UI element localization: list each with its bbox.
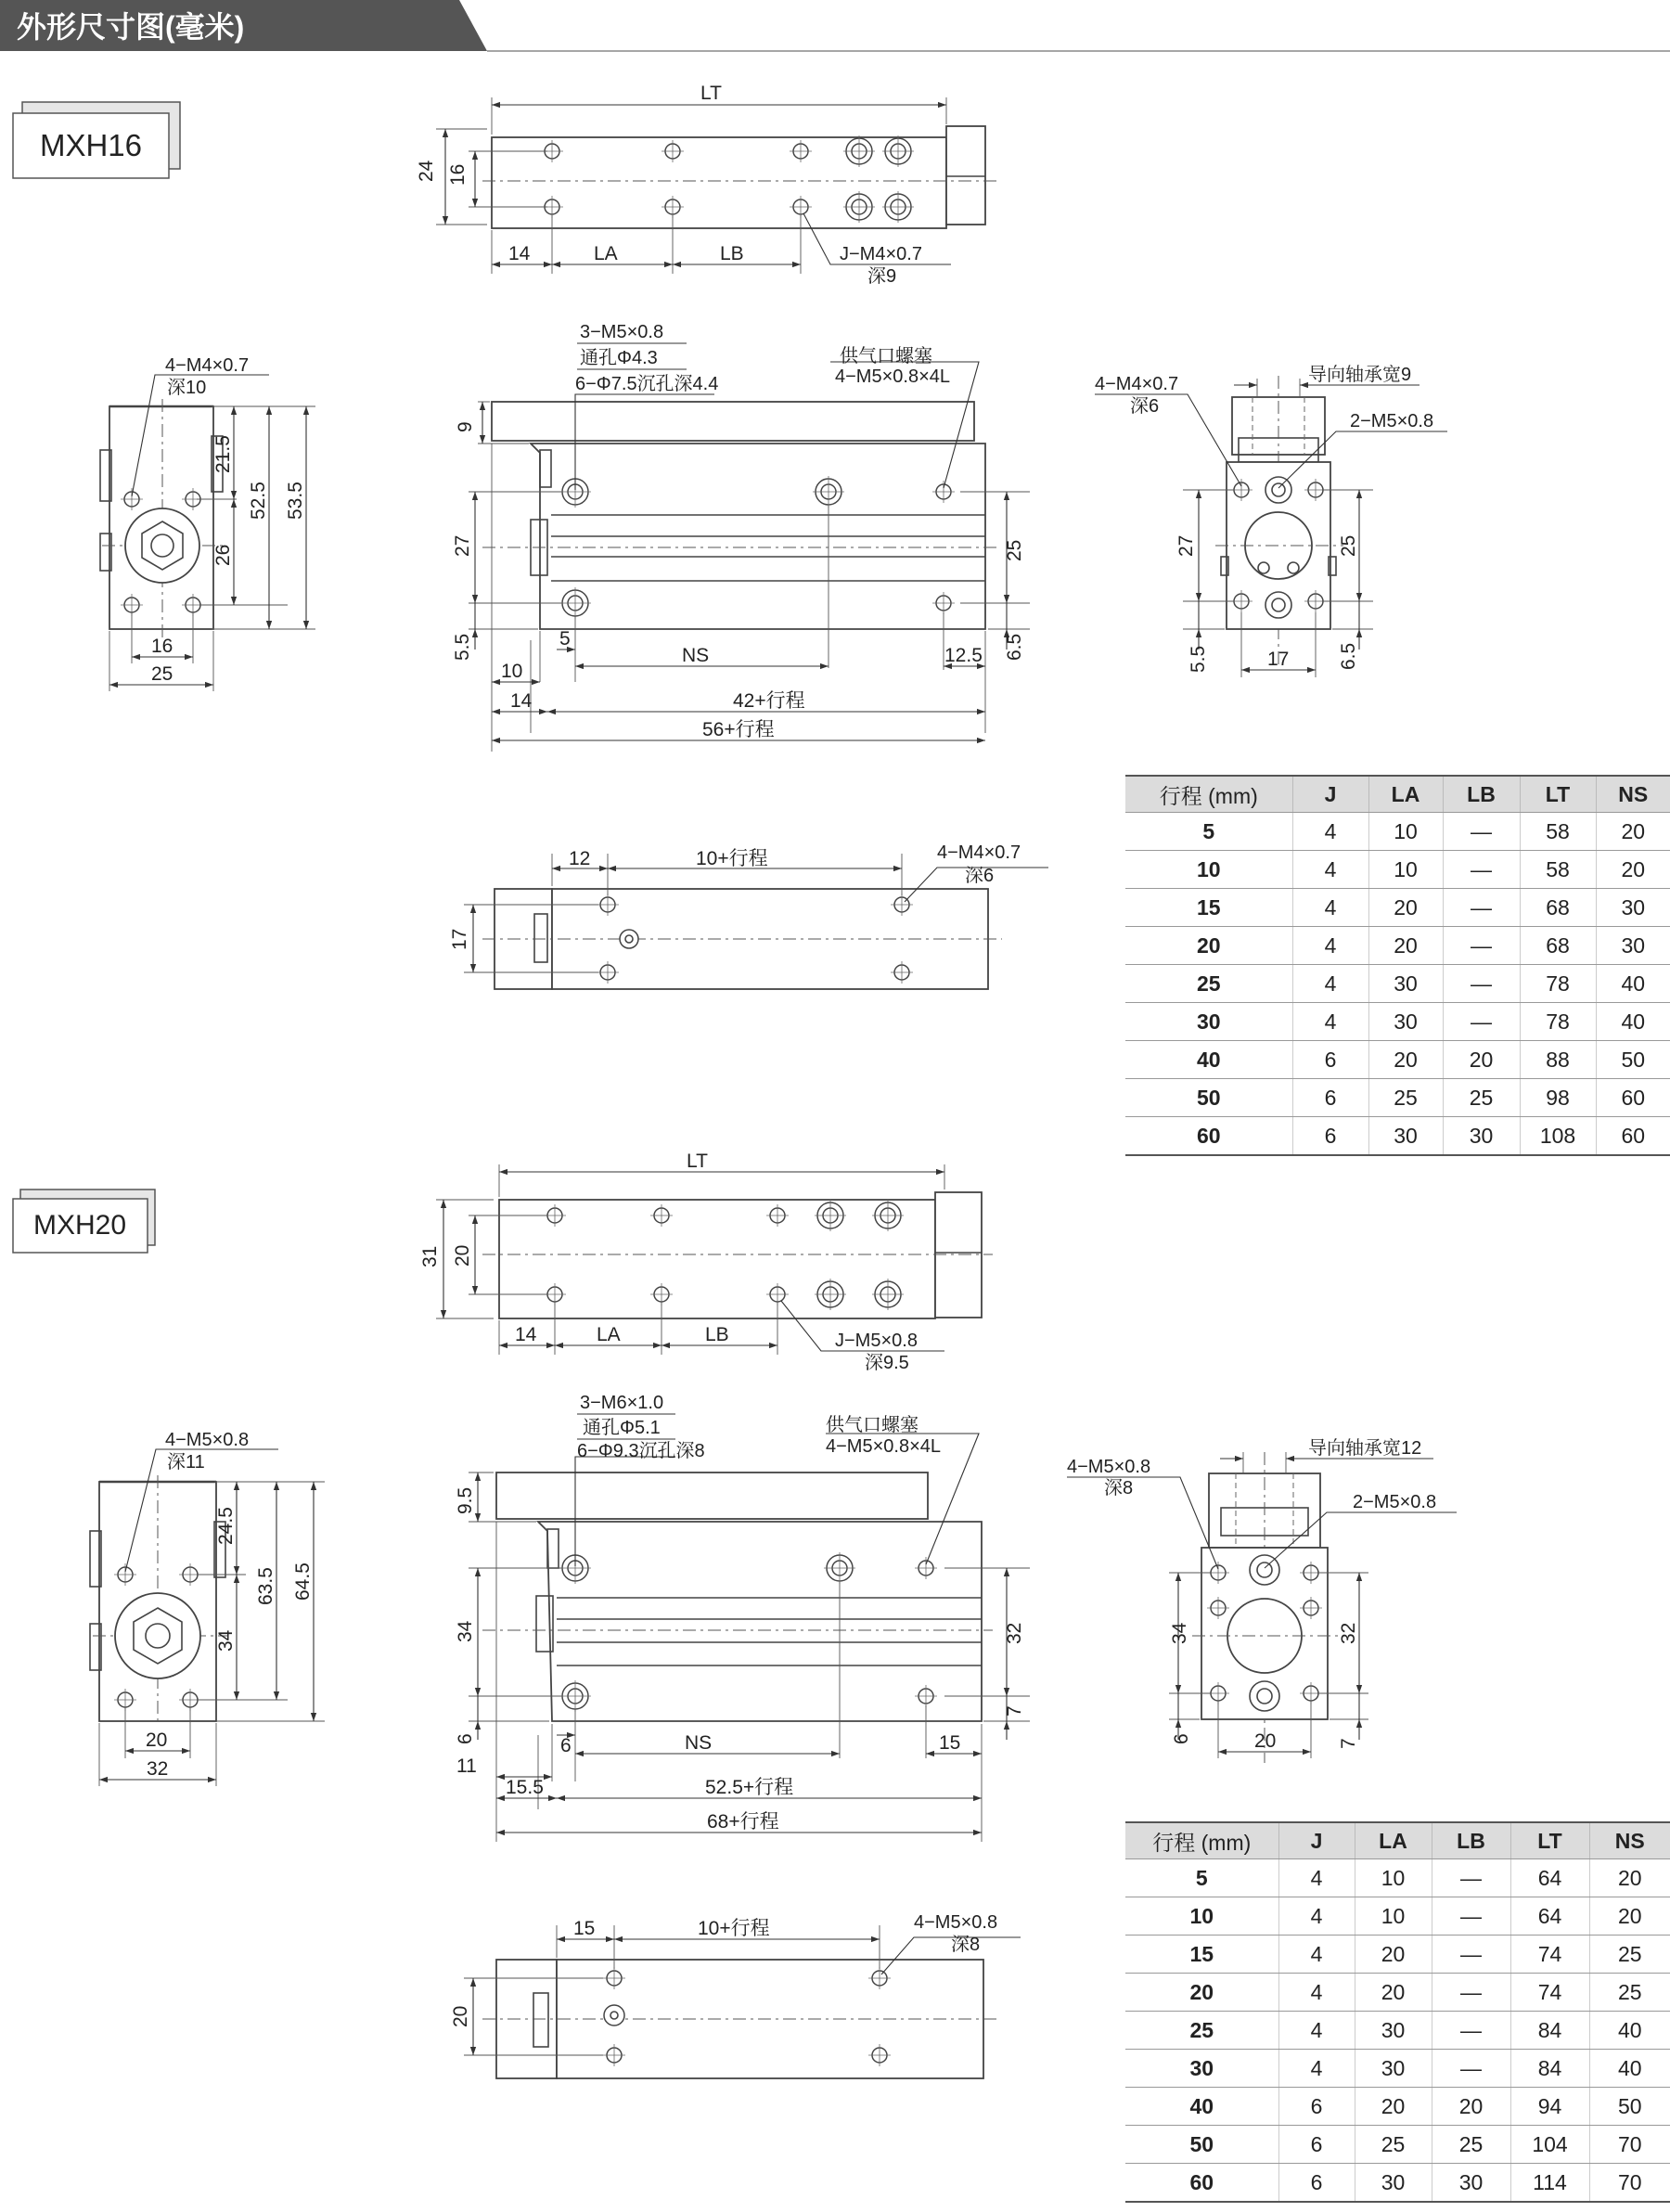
dim-27: 27 bbox=[1175, 534, 1197, 557]
mxh16-end-view bbox=[100, 355, 315, 691]
section-header bbox=[0, 0, 1670, 51]
cell-stroke: 20 bbox=[1125, 1974, 1278, 2012]
dim-42-stroke: 42+行程 bbox=[733, 690, 805, 712]
cell-lt: 74 bbox=[1510, 1974, 1589, 2012]
cell-stroke: 10 bbox=[1125, 851, 1292, 889]
table-row bbox=[1125, 2050, 1670, 2088]
cell-lb: — bbox=[1443, 1003, 1520, 1041]
dim-17: 17 bbox=[1267, 649, 1290, 670]
cell-j: 6 bbox=[1278, 2126, 1355, 2164]
cell-lt: 78 bbox=[1520, 1003, 1596, 1041]
dim-10-stroke: 10+行程 bbox=[696, 848, 768, 869]
dim-32: 32 bbox=[1004, 1622, 1025, 1644]
callout-port-thread: 4−M5×0.8×4L bbox=[826, 1436, 941, 1457]
callout-port-thread: 2−M5×0.8 bbox=[1350, 411, 1434, 431]
cell-la: 20 bbox=[1355, 2088, 1432, 2126]
cell-lb: — bbox=[1432, 1897, 1510, 1936]
cell-j: 4 bbox=[1292, 927, 1368, 965]
header-stroke: 行程 (mm) bbox=[1125, 1822, 1278, 1859]
dim-6: 6 bbox=[455, 1733, 476, 1744]
callout-guide-bearing: 导向轴承宽12 bbox=[1308, 1438, 1422, 1459]
dim-52-5-stroke: 52.5+行程 bbox=[705, 1777, 794, 1798]
cell-j: 4 bbox=[1278, 1936, 1355, 1974]
cell-stroke: 60 bbox=[1125, 1117, 1292, 1156]
cell-ns: 25 bbox=[1589, 1936, 1670, 1974]
dim-14: 14 bbox=[515, 1324, 537, 1345]
cell-lt: 88 bbox=[1520, 1041, 1596, 1079]
dim-11: 11 bbox=[456, 1755, 477, 1777]
callout-thread: 4−M5×0.8 bbox=[1067, 1457, 1151, 1477]
table-row bbox=[1125, 851, 1670, 889]
dim-20: 20 bbox=[450, 2005, 471, 2027]
cell-lt: 58 bbox=[1520, 851, 1596, 889]
callout-thread: 3−M5×0.8 bbox=[580, 322, 664, 342]
table-row bbox=[1125, 1974, 1670, 2012]
cell-ns: 50 bbox=[1596, 1041, 1670, 1079]
header-lt: LT bbox=[1520, 776, 1596, 813]
callout-through: 通孔Φ4.3 bbox=[580, 348, 658, 368]
dim-7: 7 bbox=[1338, 1738, 1359, 1749]
cell-lt: 58 bbox=[1520, 813, 1596, 851]
cell-j: 4 bbox=[1278, 2050, 1355, 2088]
cell-lt: 114 bbox=[1510, 2164, 1589, 2203]
cell-lb: — bbox=[1432, 2050, 1510, 2088]
dim-9: 9 bbox=[455, 421, 476, 432]
header-lt: LT bbox=[1510, 1822, 1589, 1859]
table-header-row bbox=[1125, 1822, 1670, 1859]
callout-thread: 4−M4×0.7 bbox=[165, 355, 250, 376]
cell-lt: 94 bbox=[1510, 2088, 1589, 2126]
page-title: 外形尺寸图(毫米) bbox=[17, 10, 245, 44]
cell-lb: — bbox=[1443, 927, 1520, 965]
cell-stroke: 40 bbox=[1125, 1041, 1292, 1079]
cell-ns: 40 bbox=[1596, 1003, 1670, 1041]
cell-stroke: 10 bbox=[1125, 1897, 1278, 1936]
cell-j: 4 bbox=[1278, 1859, 1355, 1897]
cell-ns: 70 bbox=[1589, 2126, 1670, 2164]
table-row bbox=[1125, 2088, 1670, 2126]
cell-la: 30 bbox=[1355, 2012, 1432, 2050]
dim-5: 5 bbox=[559, 628, 571, 649]
mxh20-right-view bbox=[1067, 1437, 1457, 1763]
cell-ns: 30 bbox=[1596, 927, 1670, 965]
cell-stroke: 25 bbox=[1125, 965, 1292, 1003]
dim-53-5: 53.5 bbox=[285, 482, 306, 520]
callout-thread: 4−M4×0.7 bbox=[937, 842, 1021, 863]
table-row bbox=[1125, 889, 1670, 927]
cell-la: 10 bbox=[1368, 851, 1443, 889]
table-row bbox=[1125, 1117, 1670, 1156]
table-row bbox=[1125, 1079, 1670, 1117]
cell-lt: 84 bbox=[1510, 2050, 1589, 2088]
cell-ns: 20 bbox=[1589, 1859, 1670, 1897]
header-lb: LB bbox=[1443, 776, 1520, 813]
dim-7: 7 bbox=[1004, 1705, 1025, 1717]
cell-lt: 98 bbox=[1520, 1079, 1596, 1117]
cell-la: 20 bbox=[1355, 1974, 1432, 2012]
table-row bbox=[1125, 965, 1670, 1003]
header-stroke: 行程 (mm) bbox=[1125, 776, 1292, 813]
callout-counterbore: 6−Φ9.3沉孔深8 bbox=[577, 1441, 705, 1461]
cell-la: 25 bbox=[1368, 1079, 1443, 1117]
dim-17: 17 bbox=[449, 928, 470, 950]
cell-lb: 25 bbox=[1432, 2126, 1510, 2164]
cell-j: 4 bbox=[1292, 813, 1368, 851]
dim-34: 34 bbox=[455, 1620, 476, 1642]
cell-lt: 74 bbox=[1510, 1936, 1589, 1974]
cell-la: 30 bbox=[1368, 1003, 1443, 1041]
cell-ns: 60 bbox=[1596, 1117, 1670, 1156]
cell-stroke: 25 bbox=[1125, 2012, 1278, 2050]
cell-la: 30 bbox=[1355, 2164, 1432, 2203]
cell-lb: — bbox=[1443, 851, 1520, 889]
cell-j: 4 bbox=[1292, 889, 1368, 927]
header-lb: LB bbox=[1432, 1822, 1510, 1859]
dim-20: 20 bbox=[1254, 1730, 1277, 1752]
dim-15-5: 15.5 bbox=[506, 1777, 544, 1798]
mxh20-bottom-view bbox=[450, 1912, 1021, 2078]
cell-j: 4 bbox=[1292, 1003, 1368, 1041]
cell-la: 25 bbox=[1355, 2126, 1432, 2164]
dim-9-5: 9.5 bbox=[455, 1486, 476, 1514]
cell-stroke: 40 bbox=[1125, 2088, 1278, 2126]
cell-ns: 30 bbox=[1596, 889, 1670, 927]
cell-ns: 40 bbox=[1589, 2012, 1670, 2050]
model-name: MXH16 bbox=[39, 128, 143, 162]
cell-j: 4 bbox=[1278, 1974, 1355, 2012]
cell-lt: 68 bbox=[1520, 889, 1596, 927]
dim-32: 32 bbox=[1338, 1622, 1359, 1644]
cell-lb: — bbox=[1443, 813, 1520, 851]
callout-through: 通孔Φ5.1 bbox=[583, 1418, 661, 1438]
mxh16-side-view bbox=[452, 322, 1030, 752]
callout-depth: 深8 bbox=[951, 1935, 981, 1955]
cell-lt: 104 bbox=[1510, 2126, 1589, 2164]
cell-j: 6 bbox=[1278, 2164, 1355, 2203]
cell-la: 20 bbox=[1368, 1041, 1443, 1079]
header-ns: NS bbox=[1596, 776, 1670, 813]
dim-6-5: 6.5 bbox=[1004, 633, 1025, 661]
cell-lt: 108 bbox=[1520, 1117, 1596, 1156]
cell-ns: 20 bbox=[1596, 813, 1670, 851]
table-row bbox=[1125, 2164, 1670, 2203]
table-row bbox=[1125, 1003, 1670, 1041]
dim-24: 24 bbox=[416, 160, 437, 182]
model-name: MXH20 bbox=[32, 1210, 127, 1241]
cell-stroke: 30 bbox=[1125, 1003, 1292, 1041]
dim-52-5: 52.5 bbox=[248, 482, 269, 520]
dim-6-5: 6.5 bbox=[1338, 642, 1359, 670]
callout-depth: 深8 bbox=[1104, 1478, 1134, 1498]
dim-21-5: 21.5 bbox=[212, 435, 234, 473]
dim-34: 34 bbox=[215, 1629, 237, 1652]
header-la: LA bbox=[1355, 1822, 1432, 1859]
callout-thread: 3−M6×1.0 bbox=[580, 1393, 664, 1413]
cell-ns: 40 bbox=[1596, 965, 1670, 1003]
header-la: LA bbox=[1368, 776, 1443, 813]
cell-lb: 20 bbox=[1443, 1041, 1520, 1079]
cell-la: 10 bbox=[1368, 813, 1443, 851]
cell-j: 6 bbox=[1292, 1117, 1368, 1156]
cell-j: 4 bbox=[1278, 2012, 1355, 2050]
dim-la: LA bbox=[594, 243, 618, 264]
mxh16-spec-table bbox=[1125, 775, 1670, 1156]
dim-ns: NS bbox=[685, 1732, 713, 1754]
dim-32: 32 bbox=[147, 1758, 169, 1780]
callout-port-thread: 2−M5×0.8 bbox=[1353, 1492, 1437, 1512]
dim-31: 31 bbox=[419, 1245, 441, 1267]
dim-lb: LB bbox=[720, 243, 744, 264]
mxh20-spec-table bbox=[1125, 1821, 1670, 2203]
mxh20-side-view bbox=[455, 1393, 1030, 1842]
cell-la: 10 bbox=[1355, 1897, 1432, 1936]
dim-la: LA bbox=[597, 1324, 621, 1345]
dim-12: 12 bbox=[569, 848, 591, 869]
cell-lb: 25 bbox=[1443, 1079, 1520, 1117]
callout-port: 供气口螺塞 bbox=[826, 1415, 918, 1435]
cell-la: 20 bbox=[1368, 889, 1443, 927]
mxh16-right-view bbox=[1095, 364, 1447, 677]
cell-ns: 20 bbox=[1596, 851, 1670, 889]
cell-la: 20 bbox=[1355, 1936, 1432, 1974]
dim-10: 10 bbox=[501, 661, 523, 682]
cell-lt: 68 bbox=[1520, 927, 1596, 965]
cell-lb: — bbox=[1443, 965, 1520, 1003]
cell-stroke: 50 bbox=[1125, 1079, 1292, 1117]
cell-la: 20 bbox=[1368, 927, 1443, 965]
callout-depth: 深6 bbox=[1130, 396, 1160, 417]
table-row bbox=[1125, 927, 1670, 965]
cell-j: 6 bbox=[1292, 1041, 1368, 1079]
cell-lb: — bbox=[1432, 1936, 1510, 1974]
cell-lt: 64 bbox=[1510, 1897, 1589, 1936]
dim-15: 15 bbox=[573, 1918, 596, 1939]
header-j: J bbox=[1292, 776, 1368, 813]
callout-depth: 深6 bbox=[965, 866, 995, 886]
callout-guide-bearing: 导向轴承宽9 bbox=[1308, 365, 1412, 385]
cell-j: 4 bbox=[1292, 851, 1368, 889]
dim-14: 14 bbox=[508, 243, 531, 264]
model-label-mxh20 bbox=[13, 1190, 155, 1253]
cell-ns: 70 bbox=[1589, 2164, 1670, 2203]
table-row bbox=[1125, 1041, 1670, 1079]
cell-stroke: 5 bbox=[1125, 1859, 1278, 1897]
cell-lb: — bbox=[1432, 1859, 1510, 1897]
cell-j: 6 bbox=[1292, 1079, 1368, 1117]
cell-stroke: 60 bbox=[1125, 2164, 1278, 2203]
model-label-mxh16 bbox=[13, 102, 180, 178]
callout-thread: 4−M4×0.7 bbox=[1095, 374, 1179, 394]
callout-depth: 深10 bbox=[167, 378, 207, 398]
header-ns: NS bbox=[1589, 1822, 1670, 1859]
cell-lb: — bbox=[1432, 2012, 1510, 2050]
cell-ns: 25 bbox=[1589, 1974, 1670, 2012]
cell-ns: 60 bbox=[1596, 1079, 1670, 1117]
dim-26: 26 bbox=[212, 544, 234, 566]
dim-16: 16 bbox=[447, 163, 469, 186]
cell-lt: 78 bbox=[1520, 965, 1596, 1003]
callout-port-thread: 4−M5×0.8×4L bbox=[835, 367, 950, 387]
dim-lt: LT bbox=[687, 1151, 708, 1172]
callout-thread: J−M4×0.7 bbox=[840, 244, 922, 264]
dim-25: 25 bbox=[1338, 534, 1359, 557]
dim-ns: NS bbox=[682, 645, 710, 666]
dim-6: 6 bbox=[1171, 1733, 1192, 1744]
cell-lb: 30 bbox=[1432, 2164, 1510, 2203]
cell-stroke: 5 bbox=[1125, 813, 1292, 851]
dim-6b: 6 bbox=[560, 1735, 572, 1756]
dim-56-stroke: 56+行程 bbox=[702, 719, 775, 740]
cell-lb: 20 bbox=[1432, 2088, 1510, 2126]
callout-thread: 4−M5×0.8 bbox=[165, 1430, 250, 1450]
cell-ns: 20 bbox=[1589, 1897, 1670, 1936]
cell-lb: — bbox=[1432, 1974, 1510, 2012]
callout-depth: 深9.5 bbox=[865, 1353, 909, 1373]
callout-thread: 4−M5×0.8 bbox=[914, 1912, 998, 1933]
dim-25: 25 bbox=[151, 663, 173, 685]
table-row bbox=[1125, 1936, 1670, 1974]
dim-15: 15 bbox=[939, 1732, 961, 1754]
cell-lb: — bbox=[1443, 889, 1520, 927]
cell-la: 30 bbox=[1368, 1117, 1443, 1156]
dim-63-5: 63.5 bbox=[255, 1567, 276, 1605]
dim-16: 16 bbox=[151, 636, 173, 657]
dim-lt: LT bbox=[700, 83, 722, 104]
dim-24-5: 24.5 bbox=[215, 1507, 237, 1545]
cell-j: 6 bbox=[1278, 2088, 1355, 2126]
dim-34: 34 bbox=[1169, 1622, 1190, 1644]
dim-10-stroke: 10+行程 bbox=[698, 1918, 770, 1939]
table-header-row bbox=[1125, 776, 1670, 813]
dim-12-5: 12.5 bbox=[944, 645, 983, 666]
callout-depth: 深11 bbox=[167, 1452, 205, 1473]
cell-lt: 64 bbox=[1510, 1859, 1589, 1897]
table-row bbox=[1125, 1897, 1670, 1936]
dim-27: 27 bbox=[452, 534, 473, 557]
cell-lt: 84 bbox=[1510, 2012, 1589, 2050]
cell-lb: 30 bbox=[1443, 1117, 1520, 1156]
mxh20-top-view bbox=[419, 1151, 993, 1373]
callout-depth: 深9 bbox=[867, 266, 897, 287]
mxh16-top-view bbox=[416, 83, 997, 287]
cell-stroke: 20 bbox=[1125, 927, 1292, 965]
callout-port: 供气口螺塞 bbox=[840, 346, 932, 367]
mxh16-bottom-view bbox=[449, 842, 1048, 989]
dim-64-5: 64.5 bbox=[292, 1563, 314, 1601]
dim-20: 20 bbox=[146, 1730, 168, 1751]
table-row bbox=[1125, 1859, 1670, 1897]
callout-thread: J−M5×0.8 bbox=[835, 1331, 918, 1351]
dim-5-5: 5.5 bbox=[452, 633, 473, 661]
dim-68-stroke: 68+行程 bbox=[707, 1811, 779, 1833]
cell-stroke: 15 bbox=[1125, 889, 1292, 927]
table-row bbox=[1125, 813, 1670, 851]
cell-stroke: 50 bbox=[1125, 2126, 1278, 2164]
cell-ns: 40 bbox=[1589, 2050, 1670, 2088]
cell-la: 30 bbox=[1355, 2050, 1432, 2088]
dim-14: 14 bbox=[510, 690, 533, 712]
cell-stroke: 30 bbox=[1125, 2050, 1278, 2088]
cell-la: 10 bbox=[1355, 1859, 1432, 1897]
table-row bbox=[1125, 2012, 1670, 2050]
cell-la: 30 bbox=[1368, 965, 1443, 1003]
mxh20-end-view bbox=[90, 1430, 325, 1786]
cell-ns: 50 bbox=[1589, 2088, 1670, 2126]
dim-5-5: 5.5 bbox=[1188, 645, 1209, 673]
callout-counterbore: 6−Φ7.5沉孔深4.4 bbox=[575, 374, 719, 394]
dim-25: 25 bbox=[1004, 539, 1025, 561]
cell-j: 4 bbox=[1292, 965, 1368, 1003]
cell-stroke: 15 bbox=[1125, 1936, 1278, 1974]
cell-j: 4 bbox=[1278, 1897, 1355, 1936]
header-j: J bbox=[1278, 1822, 1355, 1859]
dim-lb: LB bbox=[705, 1324, 729, 1345]
dim-20: 20 bbox=[452, 1244, 473, 1267]
table-row bbox=[1125, 2126, 1670, 2164]
